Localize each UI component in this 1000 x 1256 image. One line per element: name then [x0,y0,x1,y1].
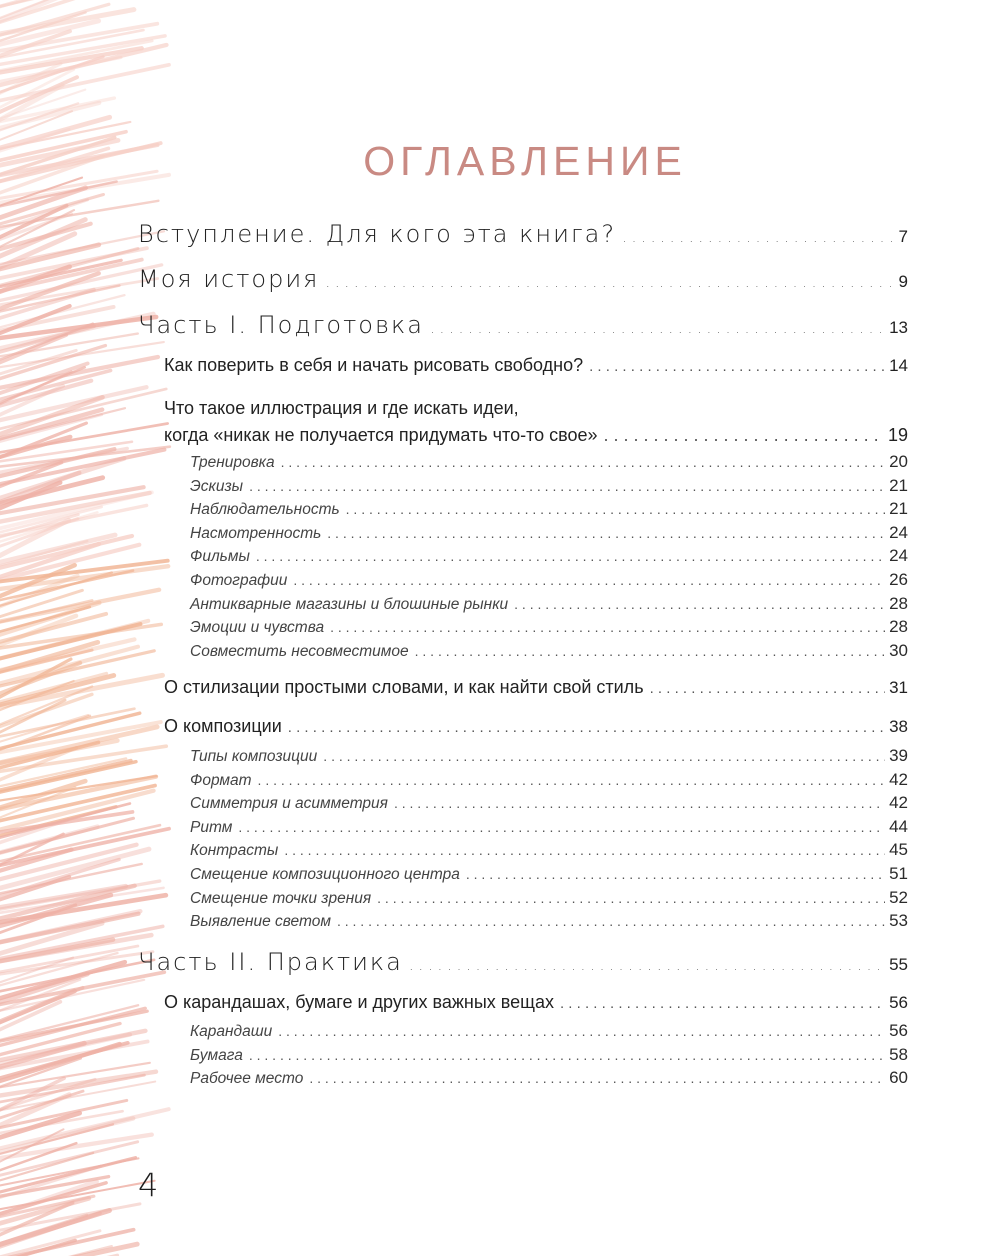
leader-dots [284,842,885,858]
toc-subentry-label: Бумага [190,1046,243,1064]
leader-dots [622,228,894,246]
toc-subentry-page: 60 [889,1068,908,1088]
leader-dots [309,1070,885,1086]
toc-subentry-label: Контрасты [190,842,279,860]
toc-subentry-label: Фильмы [190,548,250,566]
toc-entry-page: 19 [887,425,908,445]
toc-subentry-label: Симметрия и асимметрия [190,795,388,813]
toc-subentry[interactable] [190,617,908,637]
toc-subentry[interactable] [190,546,908,566]
toc-subentry-page: 58 [889,1044,908,1064]
toc-entry-page: 7 [898,227,908,246]
toc-entry-page: 38 [889,717,908,736]
leader-dots [337,913,885,929]
toc-subentry-label: Наблюдательность [190,501,340,519]
leader-dots [409,956,885,974]
toc-subentry-page: 24 [889,522,908,542]
toc-subentry[interactable] [190,817,908,837]
toc-subentry-page: 52 [889,887,908,907]
toc-subentry[interactable] [190,888,908,908]
toc-subentry[interactable] [190,1021,908,1041]
toc-entry-label: О стилизации простыми словами, и как найти свой стиль [164,677,644,697]
toc-subentry[interactable] [190,770,908,790]
toc-subentry-label: Смещение точки зрения [190,889,372,907]
leader-dots [323,748,885,764]
toc-subentry-page: 45 [889,840,908,860]
toc-entry-page: 13 [889,318,908,337]
toc-entry-label: Как поверить в себя и начать рисовать свободно? [164,355,584,375]
toc-entry-style[interactable] [164,677,908,698]
toc-subentry-page: 30 [889,640,908,660]
toc-subentry[interactable] [190,864,908,884]
toc-subentry[interactable] [190,1045,908,1065]
toc-subentry-page: 28 [889,617,908,637]
toc-subentry[interactable] [190,641,908,661]
toc-subentry-page: 28 [889,593,908,613]
leader-dots [281,454,885,470]
toc-entry-page: 14 [889,356,908,375]
toc-subentry[interactable] [190,911,908,931]
toc-subentry-page: 24 [889,546,908,566]
toc-subentry-page: 42 [889,793,908,813]
toc-subentry[interactable] [190,793,908,813]
toc-subentry-page: 20 [889,452,908,471]
toc-subentry-label: Фотографии [190,572,288,589]
leader-dots [249,1047,885,1063]
toc-subentry-label: Антикварные магазины и блошиные рынки [190,595,509,613]
toc-subentry-label: Рабочее место [190,1070,304,1088]
toc-subentry-page: 51 [889,864,908,883]
toc-subentry-page: 21 [889,475,908,495]
leader-dots [258,772,886,788]
toc-entry-part2[interactable] [138,948,908,976]
toc-subentry-label: Эскизы [190,477,244,495]
toc-subentry-label: Типы композиции [190,748,318,765]
leader-dots [293,572,885,588]
toc-entry-label: Вступление. Для кого эта книга? [138,220,617,248]
toc-subentry[interactable] [190,840,908,860]
leader-dots [325,273,894,291]
toc-entry-page: 9 [898,272,908,291]
toc-entry-label: Моя история [138,265,320,293]
toc-entry-story[interactable] [138,265,908,293]
toc-subentry-page: 39 [889,746,908,765]
leader-dots [377,890,885,906]
toc-entry-label: О карандашах, бумаге и других важных вещах [164,992,554,1012]
leader-dots [589,358,885,375]
toc-subentry[interactable] [190,476,908,496]
leader-dots [466,866,885,882]
toc-subentry-label: Ритм [190,818,233,836]
page-number: 4 [138,1166,159,1204]
toc-subentry-label: Выявление светом [190,913,331,931]
toc-subentry-page: 56 [889,1021,908,1040]
leader-dots [604,425,884,446]
leader-dots [650,680,886,697]
toc-entry-label: О композиции [164,716,282,736]
toc-entry-label-line1: Что такое иллюстрация и где искать идеи, [164,398,519,418]
toc-entry-believe[interactable] [164,355,908,376]
toc-subentry[interactable] [190,746,908,766]
toc-subentry[interactable] [190,523,908,543]
leader-dots [394,795,885,811]
toc-subentry-label: Смещение композиционного центра [190,866,460,883]
leader-dots [327,525,885,541]
leader-dots [415,643,885,659]
leader-dots [560,995,885,1012]
leader-dots [514,596,885,612]
toc-entry-intro[interactable] [138,220,908,248]
toc-subentry-label: Эмоции и чувства [190,619,325,637]
leader-dots [346,501,885,517]
leader-dots [238,819,885,835]
toc-subentry-page: 44 [889,816,908,836]
toc-subentry-label: Насмотренность [190,524,322,542]
toc-subentry-page: 42 [889,769,908,789]
toc-subentry[interactable] [190,499,908,519]
toc-entry-page: 56 [889,993,908,1012]
leader-dots [330,619,885,635]
toc-subentry-page: 21 [889,499,908,519]
toc-subentry-label: Совместить несовместимое [190,642,409,660]
toc-entry-page: 55 [889,955,908,974]
toc-entry-label-line2: когда «никак не получается придумать что-то свое» [164,425,598,445]
toc-subentry-page: 26 [889,570,908,589]
toc-subentry[interactable] [190,594,908,614]
crayon-texture-decoration [0,0,190,1256]
leader-dots [278,1023,885,1039]
toc-subentry-label: Формат [190,771,252,789]
toc-subentry[interactable] [190,570,908,590]
toc-subentry[interactable] [190,1068,908,1088]
toc-entry-pencils[interactable] [164,992,908,1013]
toc-subentry[interactable] [190,452,908,472]
toc-entry-part1[interactable] [138,311,908,339]
toc-subentry-label: Тренировка [190,454,275,471]
leader-dots [288,719,885,736]
toc-entry-page: 31 [889,678,908,697]
toc-subentry-page: 53 [889,911,908,931]
leader-dots [256,548,885,564]
leader-dots [249,478,885,494]
page-title: ОГЛАВЛЕНИЕ [363,138,687,184]
toc-entry-label: Часть II. Практика [138,948,403,976]
toc-subentry-label: Карандаши [190,1023,273,1040]
toc-entry-label: Часть I. Подготовка [138,311,424,339]
leader-dots [430,319,885,337]
toc-entry-illustration[interactable] [164,398,908,446]
toc-entry-composition[interactable] [164,716,908,737]
